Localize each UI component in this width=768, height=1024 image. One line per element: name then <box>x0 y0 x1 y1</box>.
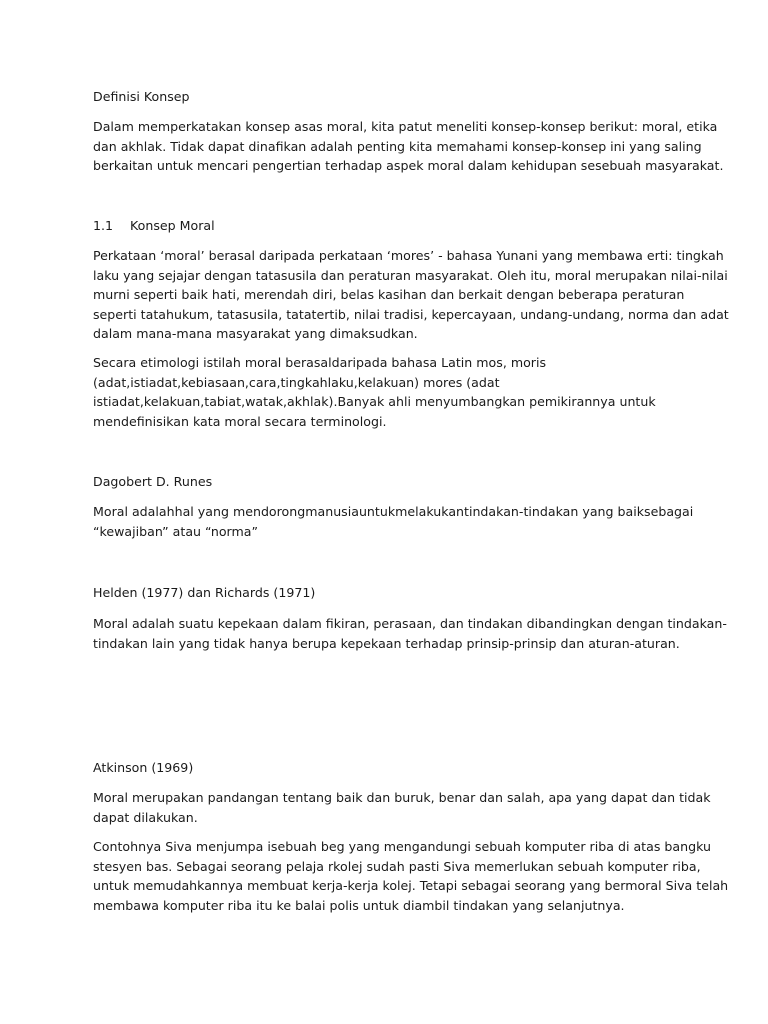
runes-paragraph <box>93 502 694 541</box>
paragraph-line: murni seperti baik hati, merendah diri, belas kasihan dan berkait dengan beberapa peraturan <box>93 287 685 303</box>
intro-paragraph <box>93 117 724 176</box>
paragraph-line: “kewajiban” atau “norma” <box>93 523 259 539</box>
paragraph-line: dan akhlak. Tidak dapat dinafikan adalah penting kita memahami konsep-konsep ini yang saling <box>93 138 702 154</box>
atkinson-paragraph <box>93 788 711 827</box>
etymology-paragraph <box>93 353 683 431</box>
paragraph-line: Perkataan ‘moral’ berasal daripada perkataan ‘mores’ - bahasa Yunani yang membawa erti: tingkah <box>93 248 724 263</box>
paragraph-line: mendefinisikan kata moral secara terminologi. <box>93 413 387 429</box>
paragraph-line: untuk memudahkannya membuat kerja-kerja kolej. Tetapi sebagai seorang yang bermoral Siva telah <box>93 878 729 894</box>
paragraph-line: Dalam memperkatakan konsep asas moral, kita patut meneliti konsep-konsep berikut: moral, etika <box>93 119 718 134</box>
moral-definition-paragraph <box>93 246 729 344</box>
helden-paragraph <box>93 614 727 653</box>
helden-heading: Helden (1977) dan Richards (1971) <box>93 585 316 600</box>
paragraph-line: (adat,istiadat,kebiasaan,cara,tingkahlaku,kelakuan) mores (adat <box>93 374 500 390</box>
paragraph-line: berkaitan untuk mencari pengertian terhadap aspek moral dalam kehidupan sesebuah masyarakat. <box>93 158 724 174</box>
section-number: 1.1 <box>93 218 114 233</box>
paragraph-line: Contohnya Siva menjumpa isebuah beg yang mengandungi sebuah komputer riba di atas bangku <box>93 839 711 854</box>
section-heading <box>93 216 215 236</box>
section-title: Konsep Moral <box>130 218 215 233</box>
paragraph-line: laku yang sejajar dengan tatasusila dan peraturan masyarakat. Oleh itu, moral merupakan nilai-nilai <box>93 267 728 283</box>
paragraph-line: stesyen bas. Sebagai seorang pelaja rkolej sudah pasti Siva memerlukan sebuah komputer riba, <box>93 858 701 874</box>
paragraph-line: Secara etimologi istilah moral berasaldaripada bahasa Latin mos, moris <box>93 355 547 370</box>
paragraph-line: Moral adalah suatu kepekaan dalam fikiran, perasaan, dan tindakan dibandingkan dengan tindakan- <box>93 616 727 631</box>
paragraph-line: istiadat,kelakuan,tabiat,watak,akhlak).Banyak ahli menyumbangkan pemikirannya untuk <box>93 394 656 410</box>
runes-heading: Dagobert D. Runes <box>93 474 213 489</box>
paragraph-line: seperti tatahukum, tatasusila, tatatertib, nilai tradisi, kepercayaan, undang-undang, norma dan adat <box>93 306 729 322</box>
paragraph-line: Moral adalahhal yang mendorongmanusiauntukmelakukantindakan-tindakan yang baiksebagai <box>93 504 694 519</box>
example-paragraph <box>93 837 729 915</box>
paragraph-line: membawa komputer riba itu ke balai polis untuk diambil tindakan yang selanjutnya. <box>93 897 625 913</box>
paragraph-line: tindakan lain yang tidak hanya berupa kepekaan terhadap prinsip-prinsip dan aturan-aturan. <box>93 635 680 651</box>
paragraph-line: dalam mana-mana masyarakat yang dimaksudkan. <box>93 326 418 342</box>
paragraph-line: dapat dilakukan. <box>93 809 198 825</box>
document-title: Definisi Konsep <box>93 89 190 104</box>
atkinson-heading: Atkinson (1969) <box>93 760 194 775</box>
paragraph-line: Moral merupakan pandangan tentang baik dan buruk, benar dan salah, apa yang dapat dan tidak <box>93 790 711 805</box>
